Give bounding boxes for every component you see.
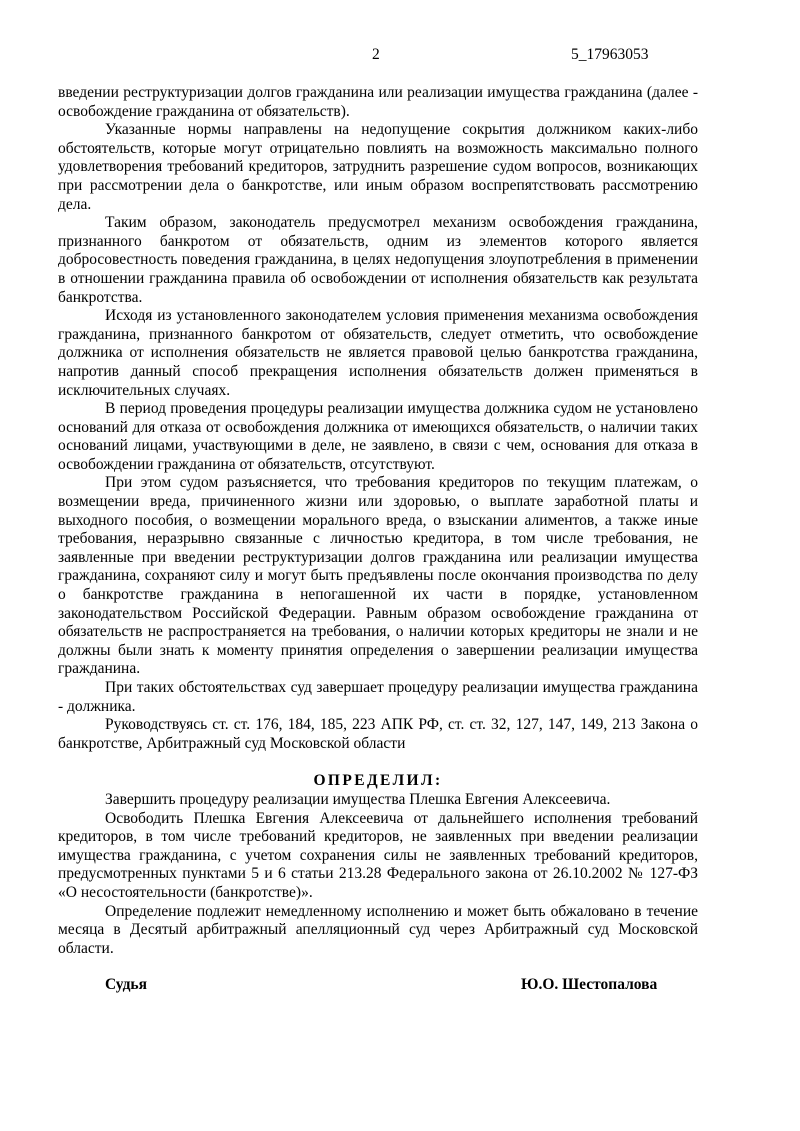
page-number: 2 (372, 46, 380, 63)
paragraph: Руководствуясь ст. ст. 176, 184, 185, 223 АПК РФ, ст. ст. 32, 127, 147, 149, 213 Закона о банкротстве, Арбитражный суд Московской области (58, 716, 698, 752)
decision-paragraph: Определение подлежит немедленному исполнению и может быть обжаловано в течение месяца в Десятый арбитражный апелляционный суд через Арбитражный суд Московской области. (58, 902, 698, 957)
signature-name: Ю.О. Шестопалова (521, 976, 658, 993)
decision-paragraph: Завершить процедуру реализации имущества Плешка Евгения Алексеевича. (105, 791, 611, 808)
paragraph: Указанные нормы направлены на недопущение сокрытия должником каких-либо обстоятельств, которые могут отрицательно повлиять на возможность максимально полного удовлетворения требований кредиторов, затруднить разрешение судом вопросов, возникающих при рассмотрении дела о банкротстве, или иным образом воспрепятствовать рассмотрению дела. (58, 121, 698, 213)
page-header (0, 46, 800, 68)
paragraph: При таких обстоятельствах суд завершает процедуру реализации имущества гражданина - должника. (58, 679, 698, 715)
document-number: 5_17963053 (571, 46, 649, 63)
paragraph: Исходя из установленного законодателем условия применения механизма освобождения гражданина, признанного банкротом от обязательств, следует отметить, что освобождение должника от исполнения обязательств не является правовой целью банкротства гражданина, напротив данный способ прекращения исполнения обязательств должен применяться в исключительных случаях. (58, 307, 698, 399)
signature-role: Судья (105, 976, 148, 993)
paragraph: При этом судом разъясняется, что требования кредиторов по текущим платежам, о возмещении вреда, причиненного жизни или здоровью, о выплате заработной платы и выходного пособия, о возмещении морального вреда, о взыскании алиментов, а также иные требования, неразрывно связанные с личностью кредитора, в том числе требования, не заявленные при введении реструктуризации долгов гражданина или реализации имущества гражданина, сохраняют силу и могут быть предъявлены после окончания производства по делу о банкротстве гражданина в непогашенной их части в порядке, установленном законодательством Российской Федерации. Равным образом освобождение гражданина от обязательств не распространяется на требования, о наличии которых кредиторы не знали и не должны были знать к моменту принятия определения о завершении реализации имущества гражданина. (58, 474, 698, 678)
decision-body (58, 791, 698, 958)
decision-heading: ОПРЕДЕЛИЛ: (313, 772, 443, 789)
document-body (58, 84, 698, 753)
paragraph: В период проведения процедуры реализации имущества должника судом не установлено оснований для отказа от освобождения должника от имеющихся обязательств, о наличии таких оснований лицами, участвующими в деле, не заявлено, в связи с чем, основания для отказа в освобождении гражданина от обязательств, отсутствуют. (58, 400, 698, 473)
paragraph: Таким образом, законодатель предусмотрел механизм освобождения гражданина, признанного банкротом от обязательств, одним из элементов которого является добросовестность поведения гражданина, в целях недопущения злоупотребления в применении в отношении гражданина правила об освобождении от исполнения обязательств как результата банкротства. (58, 214, 698, 306)
decision-paragraph: Освободить Плешка Евгения Алексеевича от дальнейшего исполнения требований кредиторов, в том числе требований кредиторов, не заявленных при введении реализации имущества гражданина, с учетом сохранения силы не заявленных требований кредиторов, предусмотренных пунктами 5 и 6 статьи 213.28 Федерального закона от 26.10.2002 № 127-ФЗ «О несостоятельности (банкротстве)». (58, 809, 698, 901)
paragraph: введении реструктуризации долгов гражданина или реализации имущества гражданина (далее - освобождение гражданина от обязательств). (58, 84, 698, 120)
